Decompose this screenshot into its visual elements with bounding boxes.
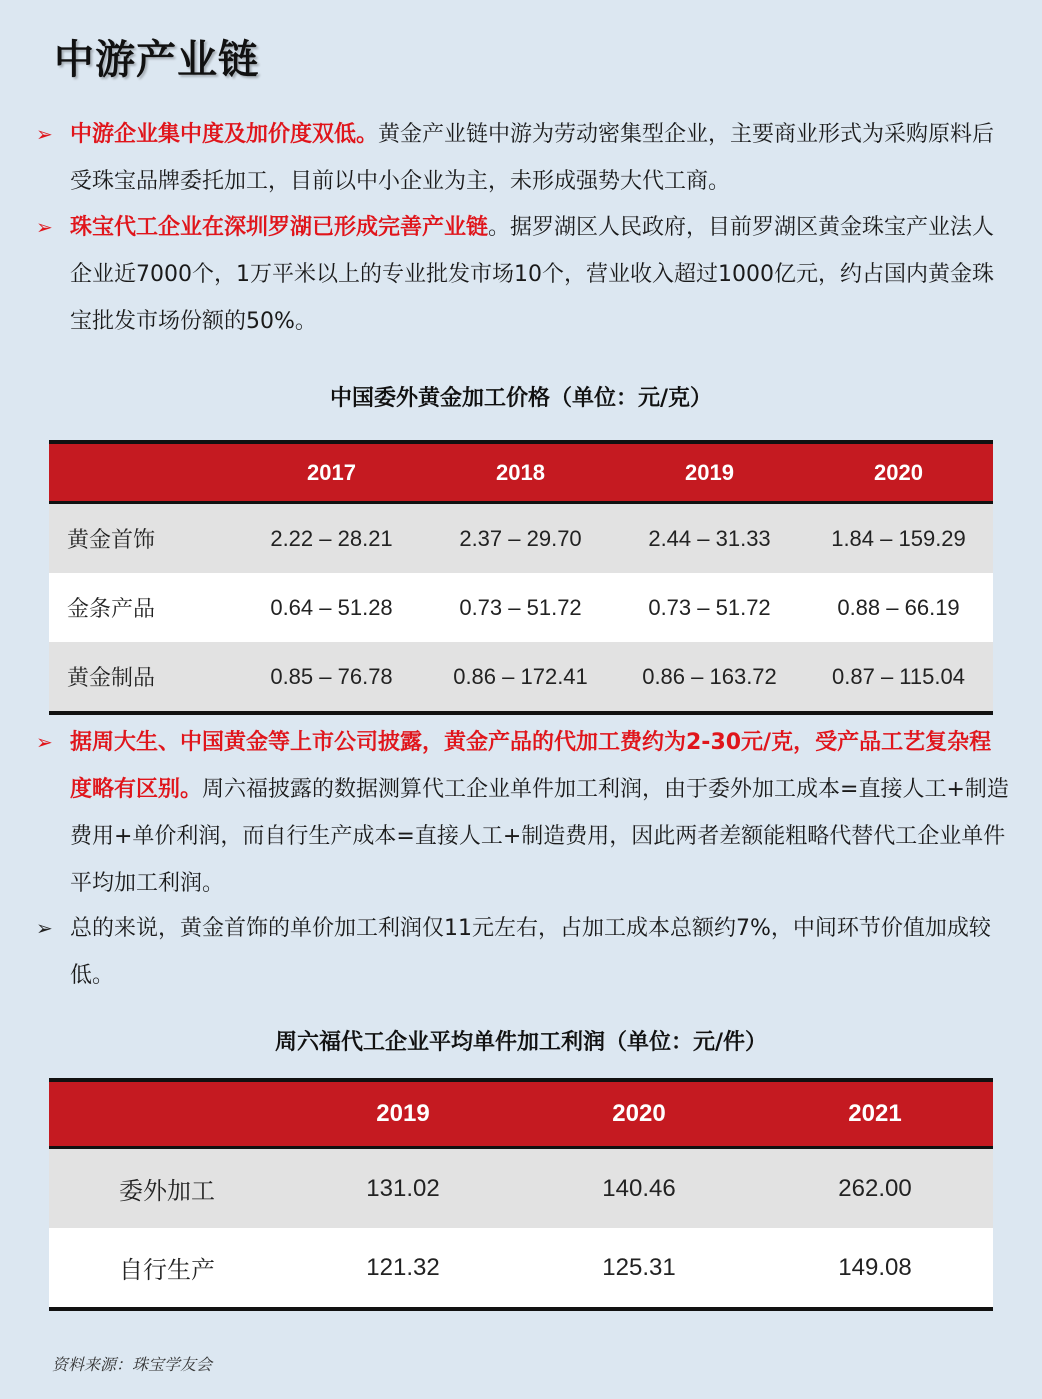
table-row [49,573,993,642]
bullet-midstream-concentration [36,111,1011,205]
table-cell: 2.37 – 29.70 [426,503,615,574]
table-cell: 0.86 – 172.41 [426,642,615,713]
bullet-text: 黄金产业链中游为劳动密集型企业，主要商业形式为采购原料后受珠宝品牌委托加工，目前以中小企业为主，未形成强势大代工商。 [70,122,995,194]
header-cell [49,1080,285,1148]
table-cell: 2.44 – 31.33 [615,503,804,574]
bullet-luohu-chain [36,204,1011,345]
table-cell: 262.00 [757,1148,993,1229]
arrow-bullet-icon: ➢ [36,730,53,754]
table2-caption: 周六福代工企业平均单件加工利润（单位：元/件） [274,1029,768,1055]
table-row [49,642,993,713]
table-cell: 0.85 – 76.78 [237,642,426,713]
header-cell: 2019 [285,1080,521,1148]
table-row [49,1228,993,1309]
processing-profit-table [49,1078,993,1311]
table-cell: 0.88 – 66.19 [804,573,993,642]
table-header-row [49,442,993,503]
bullet-processing-fee [36,719,1011,907]
table-cell: 2.22 – 28.21 [237,503,426,574]
bullet-highlight: 据周大生、中国黄金等上市公司披露，黄金产品的代加工费约为2-30元/克，受产品工艺复杂程度略有区别。 [70,730,992,802]
arrow-bullet-icon: ➢ [36,215,53,239]
header-cell [49,442,237,503]
table-cell: 1.84 – 159.29 [804,503,993,574]
table-row [49,1148,993,1229]
table-cell: 140.46 [521,1148,757,1229]
arrow-bullet-icon: ➢ [36,122,53,146]
row-label: 金条产品 [49,573,237,642]
processing-price-table [49,440,993,715]
row-label: 自行生产 [49,1228,285,1309]
row-label: 委外加工 [49,1148,285,1229]
header-cell: 2020 [804,442,993,503]
header-cell: 2017 [237,442,426,503]
header-cell: 2019 [615,442,804,503]
bullet-text: 。据罗湖区人民政府，目前罗湖区黄金珠宝产业法人企业近7000个，1万平米以上的专业批发市场10个，营业收入超过1000亿元，约占国内黄金珠宝批发市场份额的50%。 [70,215,995,334]
page-title: 中游产业链 [54,36,259,83]
table-cell: 149.08 [757,1228,993,1309]
table-cell: 0.73 – 51.72 [615,573,804,642]
table-cell: 0.87 – 115.04 [804,642,993,713]
table1-caption: 中国委外黄金加工价格（单位：元/克） [329,385,713,411]
bullet-text: 总的来说，黄金首饰的单价加工利润仅11元左右，占加工成本总额约7%，中间环节价值加成较低。 [70,916,991,988]
table-cell: 121.32 [285,1228,521,1309]
bullet-summary [36,905,1011,999]
table-row [49,503,993,574]
table-cell: 0.73 – 51.72 [426,573,615,642]
header-cell: 2018 [426,442,615,503]
bullet-highlight: 珠宝代工企业在深圳罗湖已形成完善产业链 [70,215,489,240]
arrow-bullet-icon: ➢ [36,916,53,940]
row-label: 黄金首饰 [49,503,237,574]
table-header-row [49,1080,993,1148]
header-cell: 2020 [521,1080,757,1148]
table-cell: 131.02 [285,1148,521,1229]
table-cell: 0.86 – 163.72 [615,642,804,713]
table-cell: 0.64 – 51.28 [237,573,426,642]
bullet-text: 周六福披露的数据测算代工企业单件加工利润，由于委外加工成本=直接人工+制造费用+单价利润，而自行生产成本=直接人工+制造费用，因此两者差额能粗略代替代工企业单件平均加工利润。 [70,777,1009,896]
source-note: 资料来源：珠宝学友会 [52,1355,213,1374]
header-cell: 2021 [757,1080,993,1148]
bullet-highlight: 中游企业集中度及加价度双低。 [70,122,379,147]
table-cell: 125.31 [521,1228,757,1309]
row-label: 黄金制品 [49,642,237,713]
